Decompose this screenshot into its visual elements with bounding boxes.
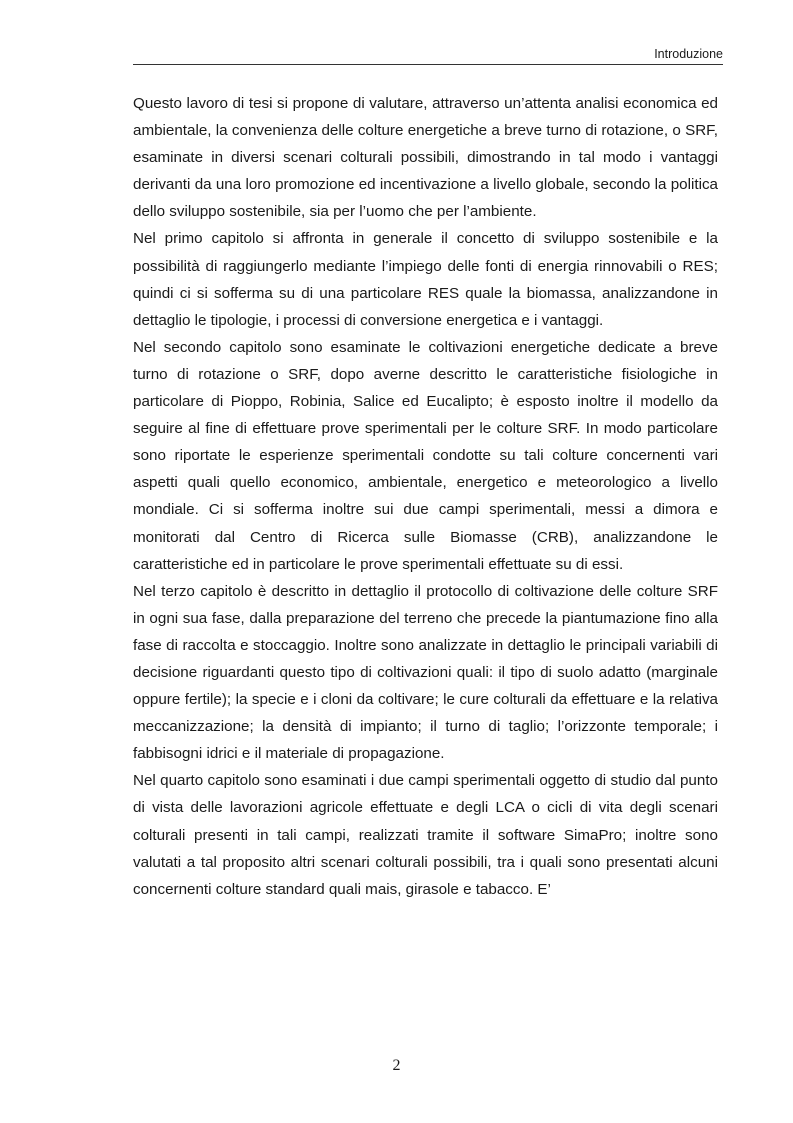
paragraph-chapter-4: Nel quarto capitolo sono esaminati i due campi sperimentali oggetto di studio dal punto di vista delle lavorazioni agricole effettuate e degli LCA o cicli di vita degli scenari colturali presenti in tali campi, realizzati tramite il software SimaPro; inoltre sono valutati a tal proposito altri scenari colturali possibili, tra i quali sono presentati alcuni concernenti colture standard quali mais, girasole e tabacco. E’: [133, 772, 718, 898]
header-section-title: Introduzione: [654, 47, 723, 61]
body-text: [133, 90, 718, 903]
page-header: [133, 46, 723, 65]
page-number: 2: [392, 1057, 401, 1074]
paragraph-chapter-1: Nel primo capitolo si affronta in generale il concetto di sviluppo sostenibile e la possibilità di raggiungerlo mediante l’impiego delle fonti di energia rinnovabili o RES; quindi ci si sofferma su di una particolare RES quale la biomassa, analizzandone in dettaglio le tipologie, i processi di conversione energetica e i vantaggi.: [133, 230, 718, 329]
paragraph-intro: Questo lavoro di tesi si propone di valutare, attraverso un’attenta analisi economica ed ambientale, la convenienza delle colture energetiche a breve turno di rotazione, o SRF, esaminate in diversi scenari colturali possibili, dimostrando in tal modo i vantaggi derivanti da una loro promozione ed incentivazione a livello globale, secondo la politica dello sviluppo sostenibile, sia per l’uomo che per l’ambiente.: [133, 95, 718, 221]
paragraph-chapter-2: Nel secondo capitolo sono esaminate le coltivazioni energetiche dedicate a breve turno di rotazione o SRF, dopo averne descritto le caratteristiche fisiologiche in particolare di Pioppo, Robinia, Salice ed Eucalipto; è esposto inoltre il modello da seguire al fine di effettuare prove sperimentali per le colture SRF. In modo particolare sono riportate le esperienze sperimentali condotte su tali colture concernenti vari aspetti quali quello economico, ambientale, energetico e meteorologico a livello mondiale. Ci si sofferma inoltre sui due campi sperimentali, messi a dimora e monitorati dal Centro di Ricerca sulle Biomasse (CRB), analizzandone le caratteristiche ed in particolare le prove sperimentali effettuate su di essi.: [133, 338, 718, 573]
paragraph-chapter-3: Nel terzo capitolo è descritto in dettaglio il protocollo di coltivazione delle colture SRF in ogni sua fase, dalla preparazione del terreno che precede la piantumazione fino alla fase di raccolta e stoccaggio. Inoltre sono analizzate in dettaglio le principali variabili di decisione riguardanti questo tipo di coltivazioni quali: il tipo di suolo adatto (marginale oppure fertile); la specie e i cloni da coltivare; le cure colturali da effettuare e la relativa meccanizzazione; la densità di impianto; il turno di taglio; l’orizzonte temporale; i fabbisogni idrici e il materiale di propagazione.: [133, 582, 718, 763]
